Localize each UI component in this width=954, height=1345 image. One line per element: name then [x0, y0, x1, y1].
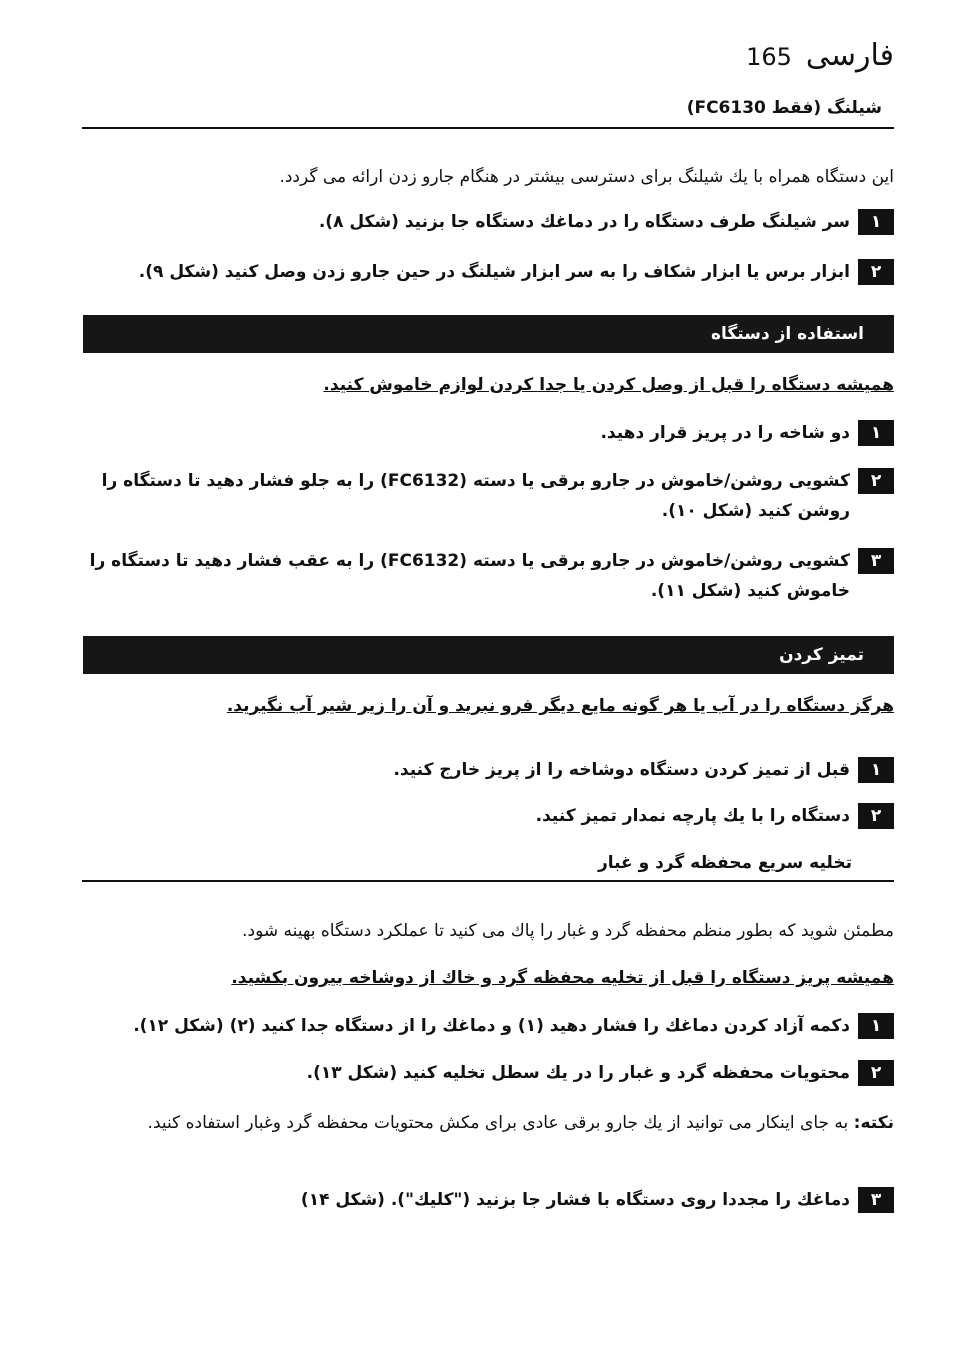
subsection-title: تخليه سريع محفظه گرد و غبار [597, 853, 852, 873]
empty-step-2 [80, 1058, 894, 1088]
section-bar-use [83, 315, 894, 353]
use-step-1 [80, 418, 894, 448]
page-header [746, 38, 894, 73]
step-text: دو شاخه را در پريز قرار دهيد. [600, 423, 850, 443]
clean-warning: هرگز دستگاه را در آب يا هر گونه مايع ديگر فرو نبريد و آن را زير شير آب نگيريد. [226, 696, 894, 716]
step-text: كشويی روشن/خاموش در جارو برقی يا دسته (FC6132) را به جلو فشار دهيد تا دستگاه را روشن كنيد (شكل ۱۰). [101, 471, 850, 521]
empty-step-3 [80, 1185, 894, 1215]
step-number: ۱ [858, 1013, 894, 1039]
step-text: دماغك را مجددا روی دستگاه با فشار جا بزنید ("كليك"). (شكل ۱۴) [300, 1190, 850, 1210]
clean-step-1 [80, 755, 894, 785]
step-number: ۱ [858, 757, 894, 783]
note-label: نكته: [853, 1113, 894, 1133]
hose-step-1 [80, 207, 894, 237]
language-title: فارسی [805, 38, 894, 73]
step-number: ۳ [858, 548, 894, 574]
step-text: دكمه آزاد كردن دماغك را فشار دهيد (۱) و دماغك را از دستگاه جدا كنيد (۲) (شكل ۱۲). [133, 1016, 850, 1036]
step-number: ۲ [858, 1060, 894, 1086]
hose-intro: این دستگاه همراه با يك شيلنگ برای دسترسی بيشتر در هنگام جارو زدن ارائه می گردد. [279, 167, 894, 187]
use-warning: هميشه دستگاه را قبل از وصل كردن يا جدا كردن لوازم خاموش كنيد. [323, 375, 894, 395]
step-text: دستگاه را با يك پارچه نمدار تميز كنيد. [535, 806, 850, 826]
page-number: 165 [746, 43, 792, 71]
clean-step-2 [80, 801, 894, 831]
empty-warning: هميشه پريز دستگاه را قبل از تخليه محفظه گرد و خاك از دوشاخه بيرون بكشيد. [231, 968, 894, 988]
step-number: ۱ [858, 209, 894, 235]
step-number: ۲ [858, 803, 894, 829]
step-number: ۲ [858, 468, 894, 494]
use-step-3 [80, 546, 894, 606]
step-text: سر شيلنگ طرف دستگاه را در دماغك دستگاه جا بزنید (شكل ۸). [318, 212, 850, 232]
use-step-2 [80, 466, 894, 526]
empty-intro: مطمئن شويد كه بطور منظم محفظه گرد و غبار را پاك می كنيد تا عملكرد دستگاه بهينه شود. [242, 921, 894, 941]
step-number: ۱ [858, 420, 894, 446]
section-bar-clean [83, 636, 894, 674]
section-title: استفاده از دستگاه [711, 324, 864, 344]
section-subtitle: شیلنگ (فقط FC6130) [686, 98, 882, 118]
hose-step-2 [80, 257, 894, 287]
section-title: تميز كردن [779, 645, 864, 665]
tip-note [80, 1108, 894, 1138]
empty-step-1 [80, 1011, 894, 1041]
step-text: كشويی روشن/خاموش در جارو برقی يا دسته (FC6132) را به عقب فشار دهيد تا دستگاه را خاموش كنيد (شكل ۱۱). [89, 551, 850, 601]
step-text: محتويات محفظه گرد و غبار را در يك سطل تخليه كنيد (شكل ۱۳). [306, 1063, 850, 1083]
step-number: ۲ [858, 259, 894, 285]
step-text: قبل از تميز كردن دستگاه دوشاخه را از پريز خارج كنيد. [393, 760, 850, 780]
subsection-rule [82, 880, 894, 882]
note-text: به جای اينكار می توانيد از يك جارو برقی عادی برای مكش محتويات محفظه گرد وغبار استفاده كنيد. [147, 1113, 849, 1133]
step-text: ابزار برس يا ابزار شكاف را به سر ابزار شيلنگ در حين جارو زدن وصل كنيد (شكل ۹). [138, 262, 850, 282]
header-rule [82, 127, 894, 129]
step-number: ۳ [858, 1187, 894, 1213]
